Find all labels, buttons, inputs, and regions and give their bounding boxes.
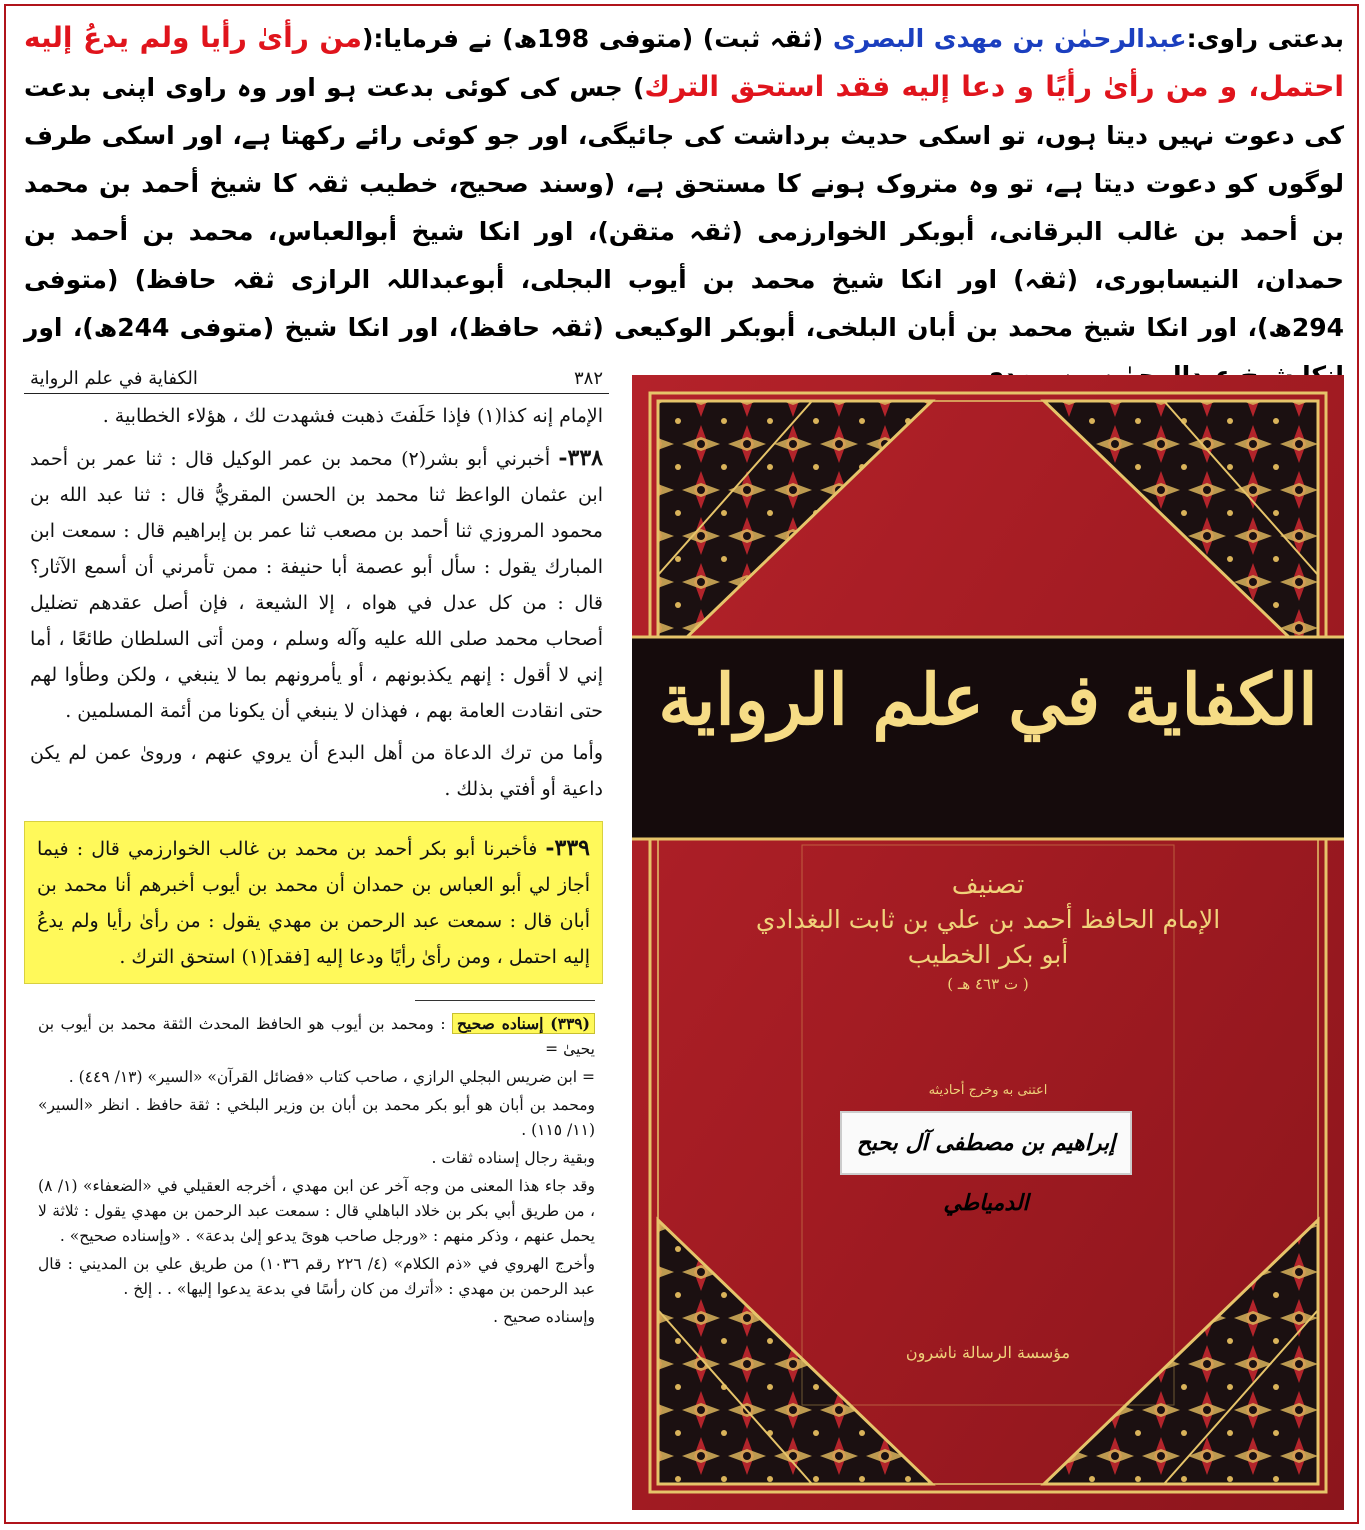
footnote-4: وبقية رجال إسناده ثقات . (431, 1149, 595, 1167)
footnote-6: وأخرج الهروي في «ذم الكلام» (٤/ ٢٢٦ رقم ١٠٣٦) من طريق علي بن المديني : قال عبد الرحمن بن مهدي : «أترك من كان رأسًا في بدعة يدعوا إليها» . . إلخ . (38, 1255, 595, 1298)
scan-body (24, 394, 609, 1330)
footnote-tag: (٣٣٩) إسناده صحيح (452, 1013, 595, 1034)
narrator-name: عبدالرحمٰن بن مهدی البصری (832, 24, 1187, 53)
footnote-7: وإسناده صحيح . (493, 1308, 595, 1326)
urdu-body: ) جس کی کوئی بدعت ہو اور وہ راوی اپنی بدعت کی دعوت نہیں دیتا ہوں، تو اسکی حدیث برداشت کی جائیگی، اور جو کوئی رائے رکھتا ہے، اور اسکی طرف لوگوں کو دعوت دیتا ہے، تو وہ متروک ہونے کا مستحق ہے، (وسند صحیح، خطیب ثقہ کا شیخ أحمد بن محمد بن أحمد بن غالب البرقانی، أبوبکر الخوارزمی (ثقہ متقن)، اور انکا شیخ أبوالعباس، محمد بن أحمد بن حمدان، النیسابوری، (ثقہ) اور انکا شیخ محمد بن أیوب البجلی، أبوعبداللہ الرازی ثقہ حافظ) (متوفی 294ھ)، اور انکا شیخ محمد بن أبان البلخی، أبوبکر الوکیعی (ثقہ حافظ)، اور انکا شیخ (متوفی 244ھ)، اور (24, 73, 1344, 342)
arabic-quote: من رأیٰ رأیا ولم یدعُ إلیه احتمل، و من رأیٰ رأیًا و دعا إلیه فقد استحق الترك (24, 21, 1344, 103)
para-continued: الإمام إنه كذا(١) فإذا حَلَفتَ ذهبت فشهدت لك ، هؤلاء الخطابية . (102, 405, 603, 427)
narrator-status: (ثقہ ثبت) (متوفی 198ھ) نے فرمایا:( (361, 24, 833, 53)
footnote-1: : ومحمد بن أيوب هو الحافظ المحدث الثقة محمد بن أيوب بن يحيىٰ = (38, 1015, 595, 1058)
narration-338 (30, 440, 603, 729)
cover-author-line2: أبو بكر الخطيب (907, 940, 1069, 969)
para-callers: وأما من ترك الدعاة من أهل البدع أن يروي عنهم ، وروىٰ عمن لم يكن داعية أو أفتي بذلك . (30, 742, 603, 800)
highlighted-narration-339 (24, 821, 603, 984)
footnote-5: وقد جاء هذا المعنى من وجه آخر عن ابن مهدي ، أخرجه العقيلي في «الضعفاء» (١/ ٨) ، من طريق أبي بكر بن خلاد الباهلي قال : سمعت عبد الرحمن بن مهدي يقول : ثلاثة لا يحمل عنهم ، وذكر منهم : «ورجل صاحب هوىً يدعو إلىٰ بدعة» . «وإسناده صحيح» . (38, 1177, 595, 1245)
cover-title: الكفاية في علم الرواية (658, 658, 1318, 741)
narration-text-339: فأخبرنا أبو بكر أحمد بن محمد بن غالب الخوارزمي قال : فيما أجاز لي أبو العباس بن حمدان أن محمد بن أيوب أخبرهم أنا محمد بن أبان قال : سمعت عبد الرحمن بن مهدي يقول : من رأىٰ رأيا ولم يدعُ إليه احتمل ، ومن رأىٰ رأيًا ودعا إليه [فقد](١) استحق الترك . (37, 838, 590, 968)
footnote-3: ومحمد بن أبان هو أبو بكر محمد بن أبان بن وزير البلخي : ثقة حافظ . انظر «السير» (١١/ ١١٥) . (38, 1096, 595, 1139)
narration-number-339: ٣٣٩- (545, 835, 590, 861)
footnote-2: = ابن ضريس البجلي الرازي ، صاحب كتاب «فضائل القرآن» «السير» (١٣/ ٤٤٩) . (68, 1068, 595, 1086)
cover-author-label: تصنيف (951, 870, 1025, 900)
footnote-separator (415, 1000, 595, 1001)
urdu-intro (24, 14, 1344, 400)
running-title: الكفاية في علم الرواية (30, 368, 198, 389)
narration-number-338: ٣٣٨- (558, 445, 603, 471)
book-cover (632, 375, 1344, 1510)
page-number: ٣٨٢ (573, 368, 603, 389)
cover-publisher: مؤسسة الرسالة ناشرون (905, 1343, 1071, 1362)
cover-editor-nameplate: إبراهيم بن مصطفى آل بحبح الدمياطي (840, 1111, 1132, 1175)
urdu-prefix: بدعتی راوی: (1186, 24, 1344, 53)
narration-text-338: أخبرني أبو بشر(٢) محمد بن عمر الوكيل قال : ثنا عمر بن أحمد ابن عثمان الواعظ ثنا محمد بن الحسن المقريُّ قال : ثنا عبد الله بن محمود المروزي ثنا أحمد بن مصعب ثنا عمر بن إبراهيم قال : سمعت ابن المبارك يقول : سأل أبو عصمة أبا حنيفة : ممن تأمرني أن أسمع الآثار؟ قال : من كل عدل في هواه ، إلا الشيعة ، فإن أصل عقدهم تضليل أصحاب محمد صلى الله عليه وآله وسلم ، ومن أتى السلطان طائعًا ، أما إني لا أقول : إنهم يكذبونهم ، أو يأمرونهم بما لا ينبغي ، ولكن وطأوا لهم حتى انقادت العامة بهم ، فهذان لا ينبغي أن يكونا من أئمة المسلمين . (30, 448, 603, 722)
footnotes (30, 1000, 603, 1330)
cover-editor-label: اعتنى به وخرج أحاديثه (928, 1083, 1048, 1098)
scan-header (24, 368, 609, 394)
cover-date: ( ت ٤٦٣ هـ ) (947, 975, 1029, 993)
cover-author-line1: الإمام الحافظ أحمد بن علي بن ثابت البغدادي (755, 905, 1221, 934)
scanned-page (24, 368, 609, 1333)
